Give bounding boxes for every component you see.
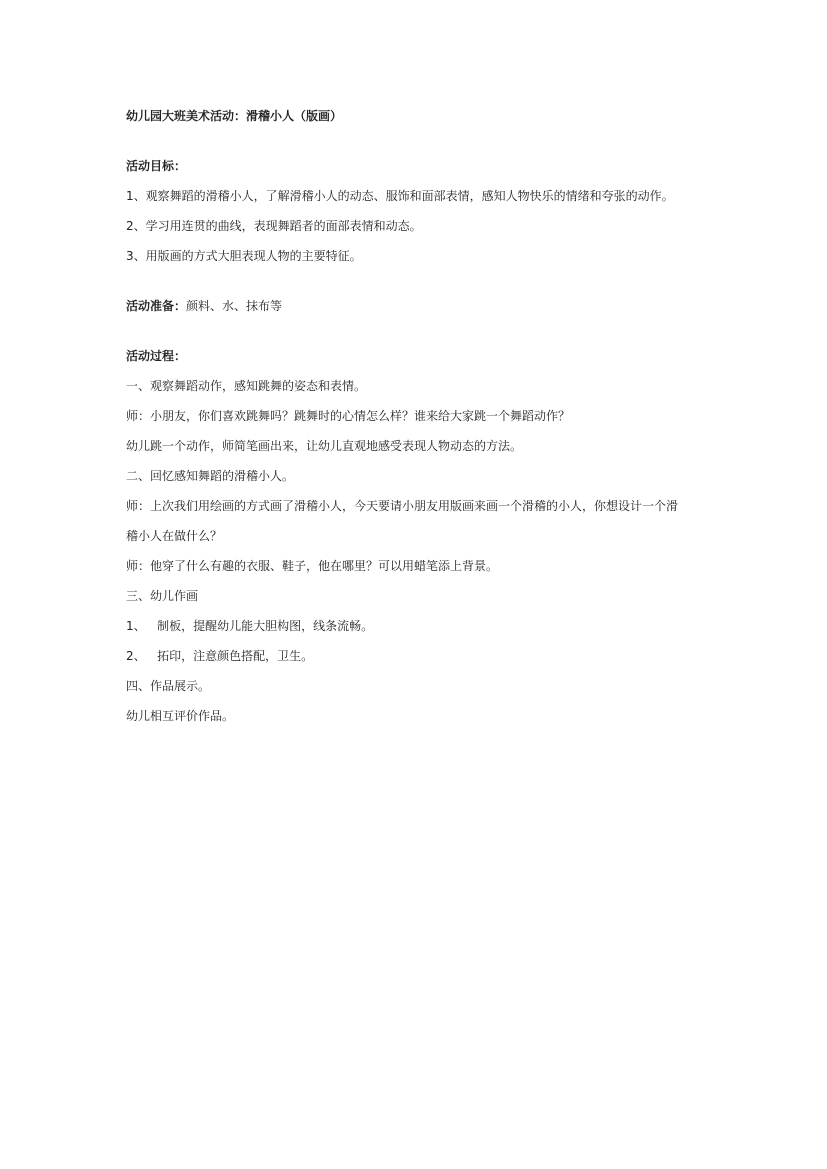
document-title: 幼儿园大班美术活动：滑稽小人（版画） — [126, 109, 343, 123]
spacer — [126, 124, 726, 158]
process-step-2-teacher-line-2: 稽小人在做什么？ — [126, 529, 223, 543]
document-page — [126, 100, 726, 724]
spacer — [126, 234, 726, 248]
spacer — [126, 264, 726, 298]
process-step-4-text: 幼儿相互评价作品。 — [126, 709, 235, 723]
preparation-line — [126, 298, 726, 314]
process-step-2-teacher-line-1: 师：上次我们用绘画的方式画了滑稽小人，今天要请小朋友用版画来画一个滑稽的小人，你想设计一个滑 — [126, 499, 679, 513]
process-step-3: 三、幼儿作画 — [126, 589, 199, 603]
goal-item-1: 1、观察舞蹈的滑稽小人，了解滑稽小人的动态、服饰和面部表情，感知人物快乐的情绪和夸张的动作。 — [126, 189, 674, 203]
spacer — [126, 664, 726, 678]
process-step-3-item-1: 1、 制板，提醒幼儿能大胆构图，线条流畅。 — [126, 619, 374, 633]
process-step-4: 四、作品展示。 — [126, 679, 211, 693]
process-heading: 活动过程： — [126, 349, 187, 363]
process-step-1-child: 幼儿跳一个动作，师简笔画出来，让幼儿直观地感受表现人物动态的方法。 — [126, 439, 523, 453]
spacer — [126, 694, 726, 708]
spacer — [126, 394, 726, 408]
process-step-1-teacher: 师：小朋友，你们喜欢跳舞吗？跳舞时的心情怎么样？谁来给大家跳一个舞蹈动作？ — [126, 409, 571, 423]
spacer — [126, 544, 726, 558]
goal-item-3: 3、用版画的方式大胆表现人物的主要特征。 — [126, 249, 362, 263]
spacer — [126, 454, 726, 468]
spacer — [126, 514, 726, 528]
process-step-2-teacher-2: 师：他穿了什么有趣的衣服、鞋子，他在哪里？可以用蜡笔添上背景。 — [126, 559, 499, 573]
spacer — [126, 204, 726, 218]
spacer — [126, 174, 726, 188]
process-step-1: 一、观察舞蹈动作，感知跳舞的姿态和表情。 — [126, 379, 367, 393]
goals-heading: 活动目标： — [126, 159, 187, 173]
spacer — [126, 574, 726, 588]
spacer — [126, 604, 726, 618]
spacer — [126, 484, 726, 498]
process-step-2: 二、回忆感知舞蹈的滑稽小人。 — [126, 469, 295, 483]
spacer — [126, 634, 726, 648]
preparation-text: 颜料、水、抹布等 — [186, 299, 283, 313]
preparation-label: 活动准备： — [126, 299, 187, 313]
spacer — [126, 314, 726, 348]
spacer — [126, 424, 726, 438]
spacer — [126, 364, 726, 378]
process-step-3-item-2: 2、 拓印，注意颜色搭配，卫生。 — [126, 649, 314, 663]
goal-item-2: 2、学习用连贯的曲线，表现舞蹈者的面部表情和动态。 — [126, 219, 422, 233]
